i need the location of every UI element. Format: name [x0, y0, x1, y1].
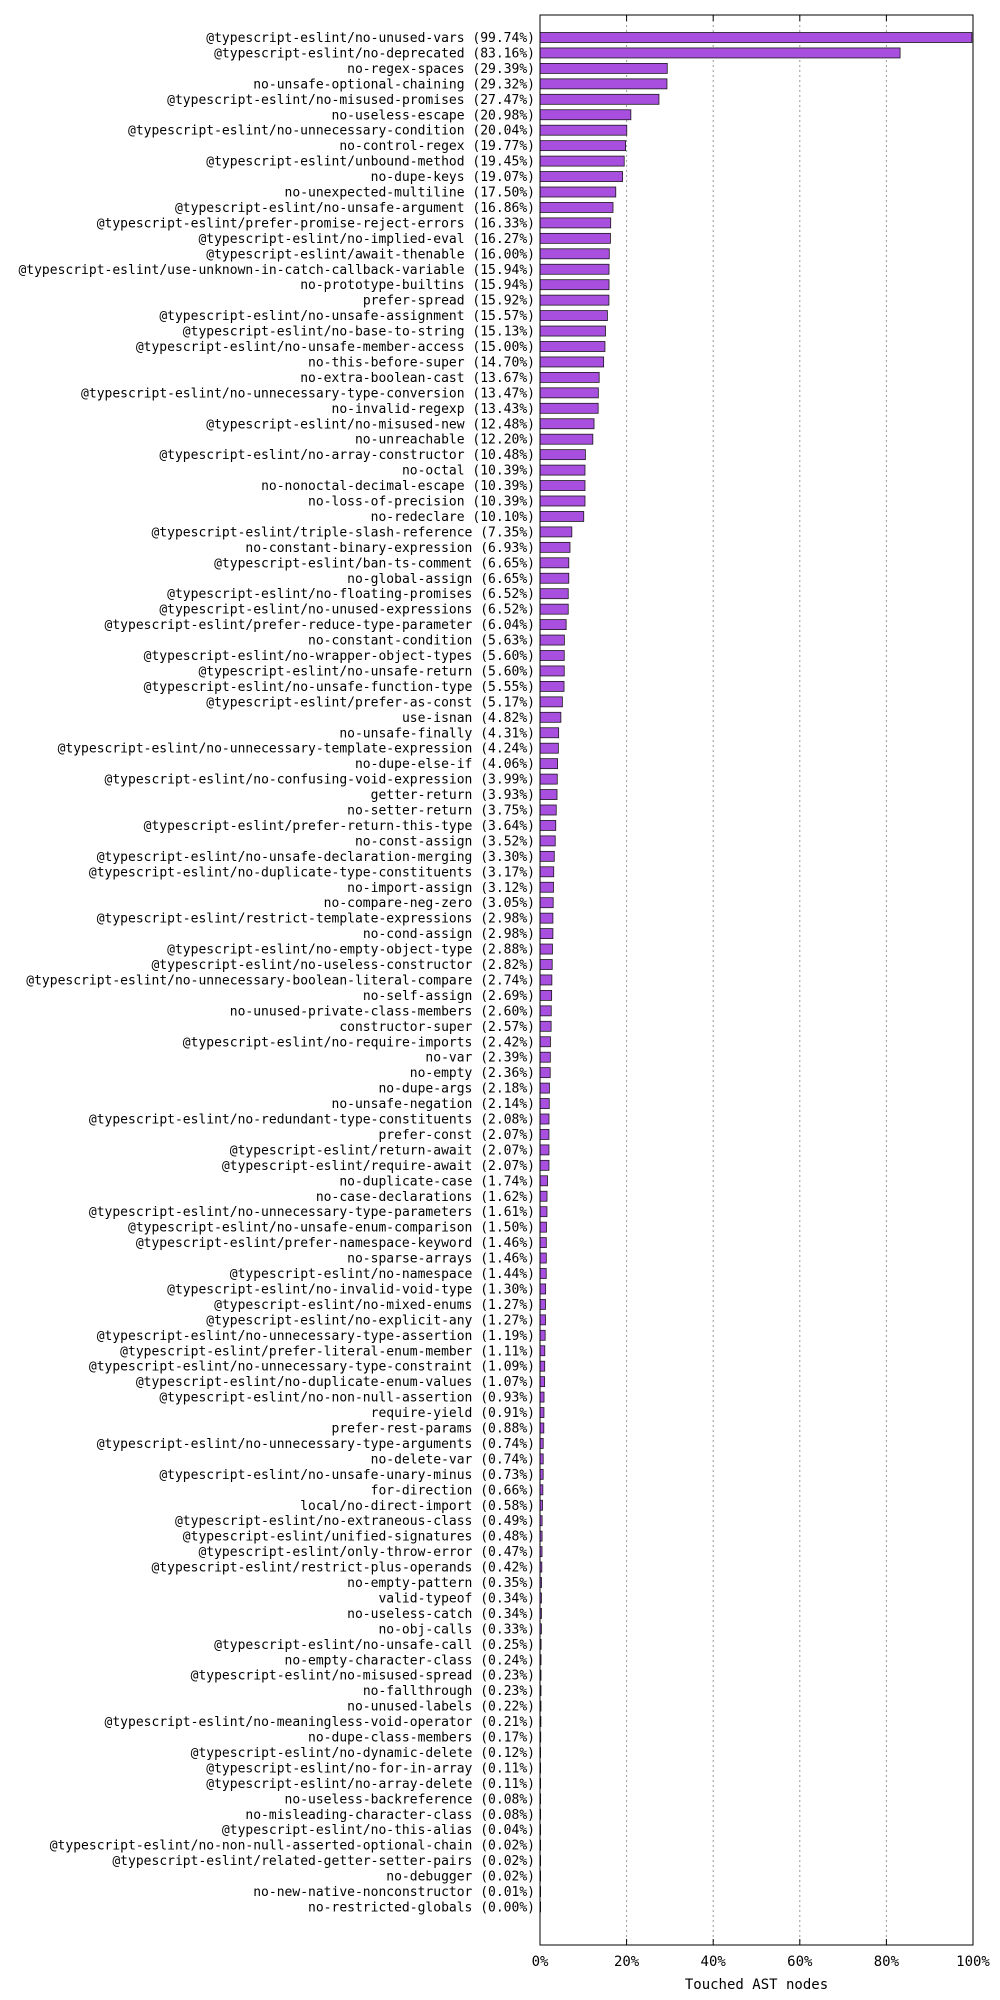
bar-label: no-unexpected-multiline (17.50%) [284, 185, 535, 201]
bar [540, 975, 552, 985]
bar [540, 125, 627, 135]
bar-label: @typescript-eslint/no-unsafe-call (0.25%) [214, 1637, 535, 1653]
bar [540, 33, 972, 43]
bar [540, 790, 557, 800]
bar [540, 542, 570, 552]
bar-label: valid-typeof (0.34%) [378, 1591, 535, 1607]
bar-label: @typescript-eslint/no-extraneous-class (0.49%) [174, 1514, 535, 1530]
bar [540, 743, 558, 753]
bar [540, 202, 613, 212]
category-labels [18, 31, 535, 1915]
bar-label: @typescript-eslint/no-unnecessary-type-parameters (1.61%) [88, 1205, 535, 1221]
bar-label: no-cond-assign (2.98%) [362, 927, 535, 943]
x-axis-ticks [532, 15, 991, 1970]
bar-label: @typescript-eslint/unified-signatures (0.48%) [182, 1529, 535, 1545]
bar-label: no-redeclare (10.10%) [370, 509, 535, 525]
bar-label: @typescript-eslint/prefer-promise-reject-errors (16.33%) [96, 216, 535, 232]
bar [540, 820, 556, 830]
bar-label: use-isnan (4.82%) [401, 710, 535, 726]
bar-label: no-setter-return (3.75%) [347, 803, 535, 819]
bar-label: @typescript-eslint/no-useless-constructor (2.82%) [151, 958, 535, 973]
bar-label: @typescript-eslint/no-unsafe-member-access (15.00%) [135, 340, 535, 355]
bar-label: no-obj-calls (0.33%) [378, 1622, 535, 1638]
bar-label: @typescript-eslint/no-confusing-void-expression (3.99%) [104, 772, 535, 788]
bar [540, 326, 606, 336]
bar-label: @typescript-eslint/no-base-to-string (15.13%) [182, 324, 535, 340]
bar-label: no-loss-of-precision (10.39%) [308, 494, 535, 510]
bar-label: @typescript-eslint/return-await (2.07%) [229, 1143, 535, 1159]
bar-label: no-invalid-regexp (13.43%) [331, 401, 535, 417]
bar-label: @typescript-eslint/prefer-reduce-type-parameter (6.04%) [104, 618, 535, 634]
bar-label: no-sparse-arrays (1.46%) [347, 1251, 535, 1267]
bar [540, 1021, 551, 1031]
bar-label: @typescript-eslint/no-unused-vars (99.74%) [206, 31, 535, 46]
bar [540, 604, 568, 614]
bar [540, 218, 611, 228]
bar-label: for-direction (0.66%) [370, 1483, 535, 1499]
bar-label: no-octal (10.39%) [401, 463, 535, 479]
bar-label: @typescript-eslint/no-empty-object-type (2.88%) [167, 942, 535, 958]
bar-label: no-restricted-globals (0.00%) [308, 1900, 535, 1916]
bar [540, 666, 564, 676]
bar-label: @typescript-eslint/use-unknown-in-catch-callback-variable (15.94%) [18, 262, 535, 278]
bar [540, 434, 593, 444]
bar-label: no-delete-var (0.74%) [370, 1452, 535, 1468]
bar-label: @typescript-eslint/no-unnecessary-type-arguments (0.74%) [96, 1436, 535, 1452]
bar [540, 172, 623, 182]
x-tick-label: 0% [531, 1954, 549, 1970]
bar-label: local/no-direct-import (0.58%) [300, 1498, 535, 1514]
bar [540, 1099, 549, 1109]
bar [540, 1330, 545, 1340]
bar-label: @typescript-eslint/require-await (2.07%) [221, 1158, 535, 1174]
bar [540, 1176, 548, 1186]
bar-label: no-dupe-keys (19.07%) [370, 170, 535, 186]
bar-label: prefer-spread (15.92%) [362, 293, 535, 309]
bar-label: @typescript-eslint/no-invalid-void-type (1.30%) [167, 1282, 535, 1298]
bar [540, 697, 562, 707]
x-axis-label: Touched AST nodes [684, 1977, 829, 1993]
bar-label: prefer-const (2.07%) [378, 1127, 535, 1143]
bar-label: @typescript-eslint/no-non-null-assertion (0.93%) [159, 1390, 535, 1406]
bar-label: @typescript-eslint/await-thenable (16.00%) [206, 247, 535, 263]
bar [540, 496, 585, 506]
bar-label: @typescript-eslint/prefer-return-this-type (3.64%) [143, 818, 535, 834]
bar [540, 1068, 550, 1078]
bar [540, 357, 604, 367]
bar-label: no-new-native-nonconstructor (0.01%) [253, 1885, 535, 1900]
bar [540, 1006, 551, 1016]
bar [540, 1392, 544, 1402]
bar-label: @typescript-eslint/no-require-imports (2.42%) [182, 1035, 535, 1051]
bar-label: @typescript-eslint/unbound-method (19.45%) [206, 154, 535, 170]
bar [540, 1408, 544, 1418]
bar-label: no-unsafe-optional-chaining (29.32%) [253, 77, 535, 93]
bar [540, 1238, 546, 1248]
bar [540, 481, 585, 491]
bar [540, 620, 566, 630]
bar-label: @typescript-eslint/no-unnecessary-type-constraint (1.09%) [88, 1359, 535, 1375]
bar-label: no-const-assign (3.52%) [354, 834, 535, 850]
bar-label: @typescript-eslint/no-misused-spread (0.23%) [190, 1668, 535, 1684]
bar-label: @typescript-eslint/only-throw-error (0.47%) [198, 1545, 535, 1561]
bar [540, 419, 594, 429]
bar [540, 280, 609, 290]
bar-label: @typescript-eslint/no-unsafe-enum-comparison (1.50%) [128, 1220, 535, 1236]
bar-label: @typescript-eslint/no-unsafe-argument (16.86%) [174, 200, 535, 216]
bar [540, 1346, 545, 1356]
bar-label: @typescript-eslint/no-unsafe-function-type (5.55%) [143, 679, 535, 695]
bar-label: @typescript-eslint/restrict-template-expressions (2.98%) [96, 911, 535, 927]
bar-label: no-useless-backreference (0.08%) [284, 1792, 535, 1808]
bar [540, 1377, 545, 1387]
bar-label: no-unsafe-finally (4.31%) [339, 726, 535, 742]
bar-label: @typescript-eslint/prefer-as-const (5.17%) [206, 695, 535, 711]
bar-label: @typescript-eslint/restrict-plus-operands (0.42%) [151, 1560, 535, 1576]
bar [540, 1160, 549, 1170]
bar-label: @typescript-eslint/no-unsafe-return (5.60%) [198, 664, 535, 680]
bar-label: @typescript-eslint/no-this-alias (0.04%) [221, 1823, 535, 1839]
bar [540, 511, 584, 521]
bar [540, 1299, 545, 1309]
bar-label: no-import-assign (3.12%) [347, 880, 535, 896]
bar [540, 681, 564, 691]
bar [540, 264, 609, 274]
bar-label: @typescript-eslint/no-non-null-asserted-optional-chain (0.02%) [49, 1838, 535, 1854]
x-tick-label: 100% [956, 1954, 990, 1970]
bar [540, 1037, 550, 1047]
bar-label: @typescript-eslint/no-misused-promises (27.47%) [167, 92, 535, 108]
bar-label: getter-return (3.93%) [370, 788, 535, 804]
bar [540, 589, 568, 599]
bar [540, 1207, 547, 1217]
bar [540, 712, 561, 722]
bar [540, 882, 554, 892]
x-tick-label: 80% [873, 1954, 900, 1970]
bar-label: @typescript-eslint/no-misused-new (12.48%) [206, 417, 535, 433]
bar-label: no-constant-binary-expression (6.93%) [245, 540, 535, 556]
bar [540, 759, 558, 769]
bar [540, 1423, 544, 1433]
bar [540, 558, 569, 568]
bar [540, 63, 667, 73]
bar-label: no-regex-spaces (29.39%) [347, 61, 535, 77]
bar-label: @typescript-eslint/no-deprecated (83.16%) [214, 46, 535, 62]
bars-group [540, 33, 972, 1912]
bar [540, 944, 552, 954]
bar [540, 851, 554, 861]
bar [540, 867, 554, 877]
bar [540, 1052, 550, 1062]
bar-label: no-useless-escape (20.98%) [331, 108, 535, 124]
bar-label: require-yield (0.91%) [370, 1406, 535, 1422]
bar [540, 342, 605, 352]
bar-label: no-dupe-else-if (4.06%) [354, 757, 535, 773]
bar [540, 960, 552, 970]
bar [540, 311, 607, 321]
bar [540, 1284, 546, 1294]
bar [540, 1269, 546, 1279]
x-tick-label: 60% [787, 1954, 813, 1970]
bar-label: prefer-rest-params (0.88%) [331, 1421, 535, 1437]
grid-lines [627, 15, 887, 1945]
bar-label: no-dupe-args (2.18%) [378, 1081, 535, 1097]
bar-label: no-fallthrough (0.23%) [362, 1684, 535, 1700]
bar-label: no-unused-private-class-members (2.60%) [229, 1004, 535, 1020]
bar-label: @typescript-eslint/no-unsafe-declaration-merging (3.30%) [96, 849, 535, 865]
bar-label: @typescript-eslint/no-namespace (1.44%) [229, 1267, 535, 1282]
bar-label: @typescript-eslint/no-unnecessary-type-conversion (13.47%) [81, 386, 535, 402]
bar-label: @typescript-eslint/no-mixed-enums (1.27%) [214, 1297, 535, 1313]
bar-label: @typescript-eslint/no-unnecessary-type-assertion (1.19%) [96, 1328, 535, 1344]
bar [540, 527, 572, 537]
bar [540, 774, 557, 784]
bar-label: no-control-regex (19.77%) [339, 139, 535, 155]
bar [540, 1145, 549, 1155]
bar [540, 1114, 549, 1124]
bar-label: @typescript-eslint/related-getter-setter-pairs (0.02%) [112, 1854, 535, 1870]
x-tick-label: 20% [613, 1954, 640, 1970]
bar-label: @typescript-eslint/no-wrapper-object-types (5.60%) [143, 649, 535, 664]
bar-label: no-var (2.39%) [425, 1050, 535, 1066]
bar-label: no-case-declarations (1.62%) [315, 1189, 535, 1205]
bar [540, 372, 599, 382]
bar [540, 990, 552, 1000]
bar [540, 1253, 546, 1263]
bar [540, 79, 667, 89]
bar-label: no-misleading-character-class (0.08%) [245, 1807, 535, 1823]
bar-label: @typescript-eslint/no-redundant-type-constituents (2.08%) [88, 1112, 535, 1128]
bar [540, 635, 564, 645]
bar-label: no-constant-condition (5.63%) [308, 633, 535, 649]
bar-label: no-global-assign (6.65%) [347, 571, 535, 587]
bar-label: @typescript-eslint/no-unnecessary-condition (20.04%) [128, 123, 535, 139]
bar-label: no-unreachable (12.20%) [354, 432, 535, 448]
bar [540, 1315, 545, 1325]
bar [540, 295, 609, 305]
bar-label: no-empty (2.36%) [409, 1066, 535, 1082]
bar-label: constructor-super (2.57%) [339, 1019, 535, 1035]
bar-label: @typescript-eslint/no-implied-eval (16.27%) [198, 231, 535, 247]
bar-label: @typescript-eslint/no-unused-expressions (6.52%) [159, 602, 535, 618]
bar [540, 898, 553, 908]
bar-label: @typescript-eslint/no-array-delete (0.11%) [206, 1776, 535, 1792]
bar-label: no-extra-boolean-cast (13.67%) [300, 370, 535, 386]
bar-label: @typescript-eslint/no-dynamic-delete (0.12%) [190, 1745, 535, 1761]
bar-label: @typescript-eslint/no-for-in-array (0.11%) [206, 1761, 535, 1777]
bar [540, 1129, 549, 1139]
bar-label: @typescript-eslint/no-duplicate-enum-values (1.07%) [135, 1375, 535, 1391]
bar-label: no-empty-pattern (0.35%) [347, 1576, 535, 1591]
bar-label: no-unsafe-negation (2.14%) [331, 1097, 535, 1113]
bar-label: no-compare-neg-zero (3.05%) [323, 896, 535, 912]
bar [540, 48, 900, 58]
bar [540, 929, 553, 939]
bar-label: no-prototype-builtins (15.94%) [300, 278, 535, 294]
bar [540, 187, 616, 197]
bar-label: no-useless-catch (0.34%) [347, 1606, 535, 1622]
bar [540, 1361, 545, 1371]
bar-label: no-this-before-super (14.70%) [308, 355, 535, 371]
bar-label: @typescript-eslint/no-unnecessary-template-expression (4.24%) [57, 741, 535, 757]
bar-label: @typescript-eslint/ban-ts-comment (6.65%) [214, 556, 535, 572]
bar [540, 233, 610, 243]
bar [540, 141, 626, 151]
bar [540, 1083, 549, 1093]
x-tick-label: 40% [700, 1954, 726, 1970]
bar-label: @typescript-eslint/no-meaningless-void-operator (0.21%) [104, 1715, 535, 1731]
bar-label: @typescript-eslint/no-unsafe-unary-minus (0.73%) [159, 1467, 535, 1483]
bar-label: @typescript-eslint/no-duplicate-type-constituents (3.17%) [88, 865, 535, 881]
bar [540, 805, 556, 815]
bar [540, 1191, 547, 1201]
bar [540, 450, 585, 460]
bar [540, 403, 598, 413]
bar-label: no-empty-character-class (0.24%) [284, 1653, 535, 1669]
bar [540, 836, 555, 846]
bar-label: @typescript-eslint/prefer-namespace-keyword (1.46%) [135, 1236, 535, 1252]
bar [540, 465, 585, 475]
bar [540, 651, 564, 661]
bar-label: @typescript-eslint/no-explicit-any (1.27%) [206, 1313, 535, 1329]
bar-label: no-dupe-class-members (0.17%) [308, 1730, 535, 1746]
bar [540, 94, 659, 104]
bar-label: no-nonoctal-decimal-escape (10.39%) [261, 479, 535, 495]
bar-label: no-debugger (0.02%) [386, 1869, 535, 1885]
bar [540, 913, 553, 923]
bar-label: @typescript-eslint/prefer-literal-enum-member (1.11%) [120, 1344, 535, 1360]
bar [540, 156, 624, 166]
bar-label: no-self-assign (2.69%) [362, 988, 535, 1004]
bar-label: no-unused-labels (0.22%) [347, 1699, 535, 1715]
bar [540, 110, 631, 120]
bar-label: @typescript-eslint/no-unsafe-assignment (15.57%) [159, 309, 535, 325]
bar [540, 728, 559, 738]
bar [540, 1222, 546, 1232]
bar-label: @typescript-eslint/no-floating-promises (6.52%) [167, 587, 535, 603]
bar-label: @typescript-eslint/no-unnecessary-boolean-literal-compare (2.74%) [26, 973, 535, 989]
bar-label: @typescript-eslint/no-array-constructor (10.48%) [159, 448, 535, 464]
bar-label: @typescript-eslint/triple-slash-reference (7.35%) [151, 525, 535, 541]
bar-label: no-duplicate-case (1.74%) [339, 1174, 535, 1190]
bar [540, 388, 598, 398]
bar [540, 573, 569, 583]
bar [540, 249, 609, 259]
